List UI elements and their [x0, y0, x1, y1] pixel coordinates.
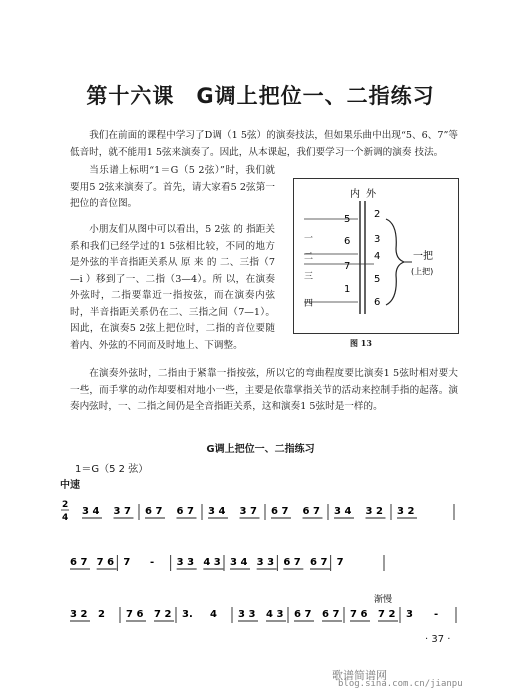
- tempo-marking: 中速: [60, 480, 80, 491]
- note-group: 3.: [182, 609, 193, 620]
- lesson-title: 第十六课 G调上把位一、二指练习: [86, 84, 435, 108]
- note-group: 3 2: [397, 506, 415, 517]
- note-group: 6 7: [310, 557, 328, 568]
- intro-paragraph: 我们在前面的课程中学习了D调（1 5弦）的演奏技法，但如果乐曲中出现“5、6、7”等低音时，就不能用1 5弦来演奏了。因此，从本课起，我们要学习一个新调的演奏 技法。: [70, 130, 458, 158]
- brace-icon: [386, 219, 404, 305]
- note-group: 6 7: [302, 506, 320, 517]
- exercise-title: G调上把位一、二指练习: [206, 444, 315, 455]
- footer-blog-url: blog.sina.com.cn/jianpu: [338, 679, 463, 689]
- note-group: 3 4: [334, 506, 352, 517]
- inner-note-1: 5: [344, 214, 351, 225]
- note-group: 6 7: [271, 506, 289, 517]
- note-group: 4: [210, 609, 217, 620]
- note-group: -: [434, 609, 439, 620]
- note-group: 7 2: [378, 609, 396, 620]
- note-group: 6 7: [70, 557, 88, 568]
- note-group: 6 7: [145, 506, 163, 517]
- note-group: 6 7: [283, 557, 301, 568]
- note-group: 2: [98, 609, 105, 620]
- figure-caption: 图 13: [350, 338, 372, 348]
- finger-label-2: 二: [304, 252, 314, 262]
- notation-row-2: [60, 541, 390, 581]
- note-group: 7 2: [154, 609, 172, 620]
- time-signature-bottom: 4: [62, 513, 69, 523]
- note-group: 6 7: [176, 506, 194, 517]
- inner-note-4: 1: [344, 284, 351, 295]
- note-group: 3 3: [256, 557, 275, 568]
- note-group: 6 7: [322, 609, 340, 620]
- notation-row-1: [60, 490, 460, 530]
- note-group: 3 7: [239, 506, 257, 517]
- technique-paragraph: 在演奏外弦时，二指由于紧靠一指按弦，所以它的弯曲程度要比演奏1 5弦时相对要大一些，而手掌的动作却要相对地小一些，主要是依靠掌指关节的活动来控制手指的起落。演奏内弦时，一、二指之间仍是全音指距关系，这和演奏1 5弦时是一样的。: [70, 368, 458, 412]
- note-group: 3 2: [70, 609, 88, 620]
- header-outer: 外: [366, 189, 376, 200]
- finger-label-1: 一: [304, 234, 314, 244]
- footer-watermark: 歌谱简谱网: [332, 669, 387, 682]
- finger-label-3: 三: [304, 272, 314, 282]
- note-group: 4 3: [266, 609, 284, 620]
- note-group: 7: [123, 557, 131, 568]
- notation-row-3: [60, 593, 462, 633]
- note-group: 3 4: [208, 506, 226, 517]
- inner-note-2: 6: [344, 236, 351, 247]
- brace-sublabel: (上把): [411, 267, 434, 276]
- brace-label: 一把: [413, 251, 433, 262]
- note-group: 3 3: [176, 557, 195, 568]
- note-group: 3 4: [82, 506, 100, 517]
- finger-label-4: 四: [304, 299, 314, 309]
- note-group: -: [150, 557, 155, 568]
- note-group: 3 3: [238, 609, 256, 620]
- finger-position-diagram: [293, 178, 459, 334]
- key-signature: 1＝G（5 2 弦）: [75, 464, 149, 475]
- time-signature-top: 2: [62, 500, 69, 510]
- note-group: 4 3: [203, 557, 221, 568]
- page-number: · 37 ·: [425, 634, 451, 645]
- finger-diagram-svg: [294, 179, 458, 333]
- note-group: 3 4: [230, 557, 248, 568]
- note-group: 7: [336, 557, 344, 568]
- finger-spacing-paragraph: 小朋友们从图中可以看出，5 2弦 的 指距关系和我们已经学过的1 5弦相比较，不同的地方是外弦的半音指距关系从 原 来 的 二、三指（7—i ）移到了一、二指（3—4）。所 以，在演奏外弦时，二指要靠近一指按弦，而在演奏内弦时，半音指距关系仍在二、三指之间（7—1）。因此，在演奏5 2弦上把位时，二指的音位要随着内、外弦的不同而及时地上、下调整。: [70, 224, 275, 351]
- header-inner: 内: [350, 189, 360, 200]
- outer-note-4: 5: [374, 274, 381, 285]
- note-group: 7 6: [96, 557, 115, 568]
- key-explanation-paragraph: 当乐谱上标明“1＝G（5 2弦）”时，我们就要用5 2弦来演奏了。首先，请大家看5 2弦第一把位的音位图。: [70, 165, 275, 209]
- ritardando-marking: 渐慢: [374, 595, 393, 605]
- note-group: 6 7: [294, 609, 312, 620]
- inner-note-3: 7: [344, 261, 351, 272]
- note-group: 3 7: [113, 506, 131, 517]
- note-group: 3: [406, 609, 413, 620]
- note-group: 3 2: [365, 506, 383, 517]
- note-group: 7 6: [350, 609, 368, 620]
- outer-note-5: 6: [374, 297, 381, 308]
- note-group: 7 6: [126, 609, 144, 620]
- outer-note-3: 4: [374, 251, 381, 262]
- outer-note-1: 2: [374, 209, 381, 220]
- outer-note-2: 3: [374, 234, 381, 245]
